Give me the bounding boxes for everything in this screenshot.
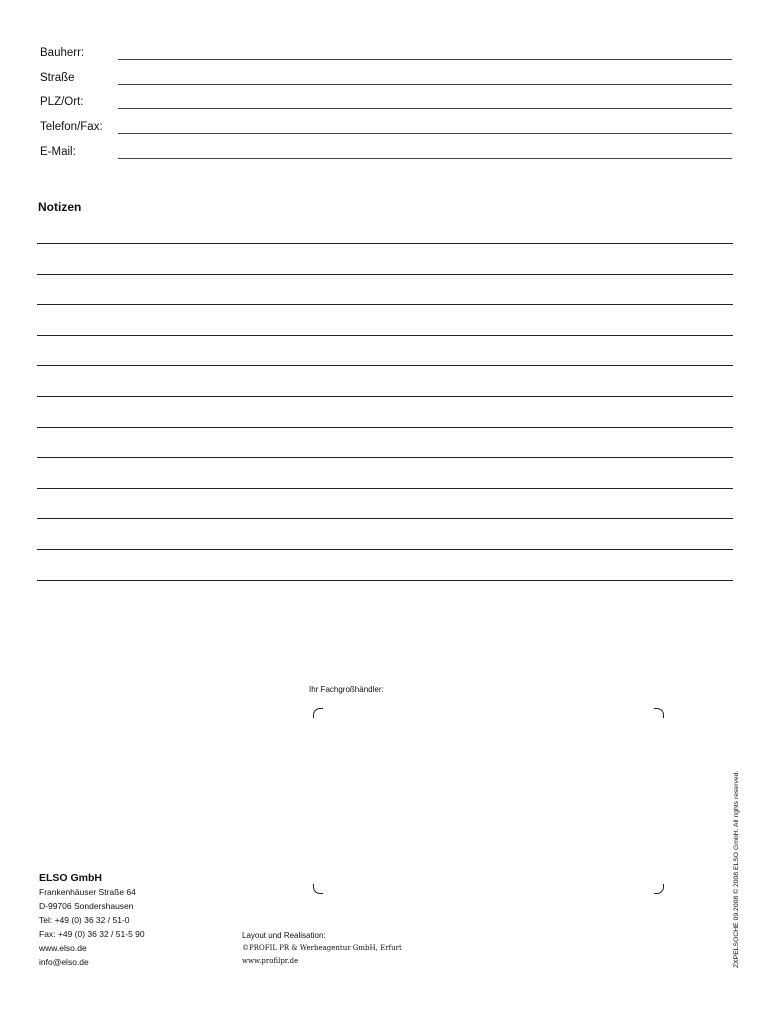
dealer-label: Ihr Fachgroßhändler: xyxy=(309,685,384,694)
company-tel: Tel: +49 (0) 36 32 / 51-0 xyxy=(39,915,130,925)
layout-credit xyxy=(242,929,402,968)
note-line xyxy=(37,427,733,428)
field-label: Telefon/Fax: xyxy=(40,121,103,133)
field-telefon-fax xyxy=(40,120,732,138)
layout-heading: Layout und Realisation: xyxy=(242,931,326,940)
note-line xyxy=(37,274,733,275)
company-name: ELSO GmbH xyxy=(39,872,103,884)
company-city: D-99706 Sondershausen xyxy=(39,901,134,911)
copyright-notice: ZXPELSOCHE 09.2008 © 2008 ELSO GmbH. All rights reserved. xyxy=(733,770,740,968)
field-label: E-Mail: xyxy=(40,146,76,158)
field-label: Bauherr: xyxy=(40,47,85,59)
field-label: Straße xyxy=(40,72,75,84)
company-street: Frankenhäuser Straße 64 xyxy=(39,887,136,897)
company-web: www.elso.de xyxy=(39,943,87,953)
corner-mark xyxy=(313,884,323,894)
note-line xyxy=(37,304,733,305)
note-line xyxy=(37,396,733,397)
company-address xyxy=(39,871,145,969)
note-line xyxy=(37,335,733,336)
field-strasse xyxy=(40,71,732,89)
field-label: PLZ/Ort: xyxy=(40,96,84,108)
company-fax: Fax: +49 (0) 36 32 / 51-5 90 xyxy=(39,929,145,939)
field-line xyxy=(118,108,732,109)
note-line xyxy=(37,365,733,366)
company-email: info@elso.de xyxy=(39,957,89,967)
corner-mark xyxy=(654,884,664,894)
layout-web: www.profilpr.de xyxy=(242,957,299,965)
note-line xyxy=(37,457,733,458)
corner-mark xyxy=(313,708,323,718)
note-line xyxy=(37,488,733,489)
note-line xyxy=(37,549,733,550)
field-plz-ort xyxy=(40,95,732,113)
field-bauherr xyxy=(40,46,732,64)
note-line xyxy=(37,243,733,244)
note-line xyxy=(37,580,733,581)
notes-title: Notizen xyxy=(38,200,82,214)
field-line xyxy=(118,84,732,85)
field-line xyxy=(118,158,732,159)
layout-agency: ©PROFIL PR & Werbeagentur GmbH, Erfurt xyxy=(242,944,402,952)
field-line xyxy=(118,59,732,60)
field-line xyxy=(118,133,732,134)
corner-mark xyxy=(654,708,664,718)
note-line xyxy=(37,518,733,519)
field-email xyxy=(40,145,732,163)
